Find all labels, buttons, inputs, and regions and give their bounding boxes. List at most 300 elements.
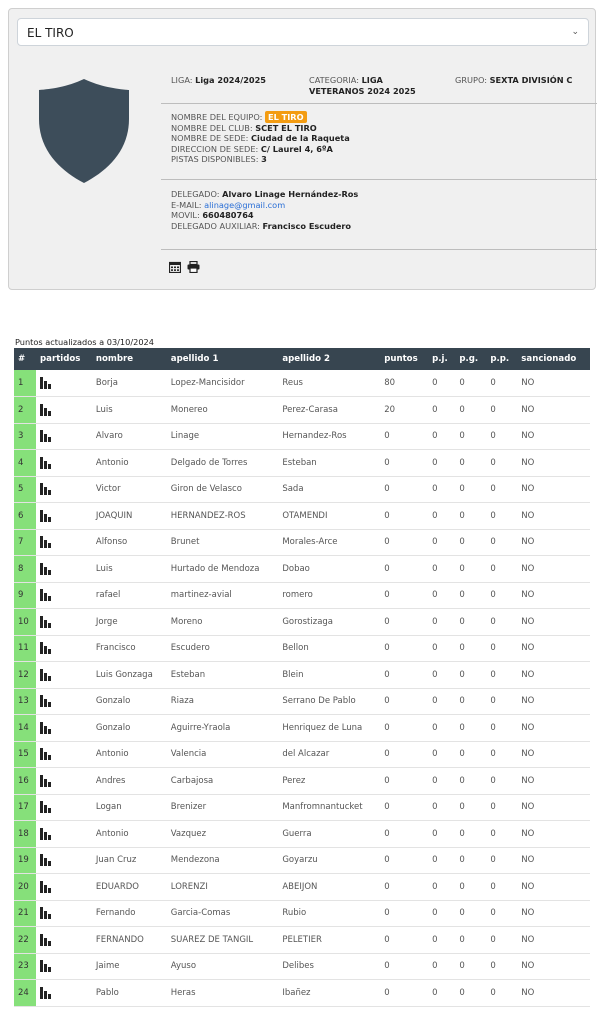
team-name-badge: EL TIRO [265, 111, 307, 123]
bar-chart-icon[interactable] [40, 536, 52, 548]
row-number: 21 [14, 900, 36, 927]
shield-icon [39, 79, 129, 183]
first-name: Andres [92, 768, 167, 795]
played: 0 [428, 874, 455, 901]
row-number: 11 [14, 635, 36, 662]
lost: 0 [486, 768, 517, 795]
stats-cell [36, 794, 92, 821]
calendar-icon[interactable] [169, 262, 185, 277]
first-name: Victor [92, 476, 167, 503]
first-name: Gonzalo [92, 688, 167, 715]
surname-2: Perez-Carasa [278, 397, 380, 424]
surname-2: Henriquez de Luna [278, 715, 380, 742]
liga-label: LIGA: [171, 75, 193, 85]
row-number: 10 [14, 609, 36, 636]
sanctioned: NO [517, 768, 590, 795]
surname-2: Goyarzu [278, 847, 380, 874]
surname-1: Linage [167, 423, 279, 450]
column-header: p.g. [455, 348, 486, 370]
bar-chart-icon[interactable] [40, 987, 52, 999]
won: 0 [455, 821, 486, 848]
first-name: Borja [92, 370, 167, 397]
surname-2: ABEIJON [278, 874, 380, 901]
points: 0 [380, 423, 428, 450]
surname-2: Esteban [278, 450, 380, 477]
sanctioned: NO [517, 582, 590, 609]
first-name: Francisco [92, 635, 167, 662]
lost: 0 [486, 662, 517, 689]
surname-1: Mendezona [167, 847, 279, 874]
bar-chart-icon[interactable] [40, 457, 52, 469]
table-row [14, 370, 590, 397]
played: 0 [428, 397, 455, 424]
played: 0 [428, 900, 455, 927]
surname-1: Carbajosa [167, 768, 279, 795]
played: 0 [428, 476, 455, 503]
row-number: 5 [14, 476, 36, 503]
first-name: Alvaro [92, 423, 167, 450]
points: 0 [380, 980, 428, 1007]
table-row [14, 476, 590, 503]
first-name: Antonio [92, 741, 167, 768]
lost: 0 [486, 635, 517, 662]
row-number: 1 [14, 370, 36, 397]
points: 0 [380, 450, 428, 477]
sanctioned: NO [517, 662, 590, 689]
stats-cell [36, 423, 92, 450]
won: 0 [455, 900, 486, 927]
column-header: partidos [36, 348, 92, 370]
surname-2: Gorostizaga [278, 609, 380, 636]
surname-2: Ibañez [278, 980, 380, 1007]
table-row [14, 397, 590, 424]
bar-chart-icon[interactable] [40, 695, 52, 707]
bar-chart-icon[interactable] [40, 616, 52, 628]
first-name: Logan [92, 794, 167, 821]
surname-2: PELETIER [278, 927, 380, 954]
surname-1: Brunet [167, 529, 279, 556]
table-row [14, 529, 590, 556]
lost: 0 [486, 370, 517, 397]
won: 0 [455, 370, 486, 397]
stats-cell [36, 927, 92, 954]
bar-chart-icon[interactable] [40, 934, 52, 946]
sanctioned: NO [517, 476, 590, 503]
sanctioned: NO [517, 821, 590, 848]
delegado-label: DELEGADO: [171, 189, 220, 199]
table-row [14, 794, 590, 821]
first-name: Luis Gonzaga [92, 662, 167, 689]
row-number: 9 [14, 582, 36, 609]
sanctioned: NO [517, 953, 590, 980]
first-name: Alfonso [92, 529, 167, 556]
team-card [8, 8, 596, 290]
stats-cell [36, 662, 92, 689]
lost: 0 [486, 847, 517, 874]
played: 0 [428, 450, 455, 477]
team-select[interactable] [17, 18, 589, 46]
points: 0 [380, 847, 428, 874]
won: 0 [455, 715, 486, 742]
sanctioned: NO [517, 609, 590, 636]
sanctioned: NO [517, 847, 590, 874]
lost: 0 [486, 821, 517, 848]
stats-cell [36, 529, 92, 556]
points: 0 [380, 556, 428, 583]
lost: 0 [486, 953, 517, 980]
surname-2: Delibes [278, 953, 380, 980]
won: 0 [455, 556, 486, 583]
played: 0 [428, 821, 455, 848]
sanctioned: NO [517, 556, 590, 583]
first-name: rafael [92, 582, 167, 609]
sanctioned: NO [517, 529, 590, 556]
surname-1: Escudero [167, 635, 279, 662]
column-header: apellido 1 [167, 348, 279, 370]
bar-chart-icon[interactable] [40, 775, 52, 787]
surname-2: OTAMENDI [278, 503, 380, 530]
points: 0 [380, 821, 428, 848]
first-name: Antonio [92, 450, 167, 477]
first-name: Gonzalo [92, 715, 167, 742]
points: 0 [380, 741, 428, 768]
email-link[interactable]: alinage@gmail.com [204, 199, 286, 210]
table-row [14, 927, 590, 954]
bar-chart-icon[interactable] [40, 907, 52, 919]
points: 0 [380, 794, 428, 821]
points: 0 [380, 529, 428, 556]
divider [161, 179, 597, 180]
surname-2: Rubio [278, 900, 380, 927]
points: 0 [380, 874, 428, 901]
sanctioned: NO [517, 741, 590, 768]
surname-2: Guerra [278, 821, 380, 848]
team-select-value: EL TIRO [27, 26, 74, 40]
surname-2: del Alcazar [278, 741, 380, 768]
table-row [14, 609, 590, 636]
lost: 0 [486, 794, 517, 821]
points: 0 [380, 927, 428, 954]
print-icon[interactable] [187, 262, 200, 277]
table-row [14, 741, 590, 768]
row-number: 8 [14, 556, 36, 583]
stats-cell [36, 556, 92, 583]
lost: 0 [486, 609, 517, 636]
lost: 0 [486, 423, 517, 450]
liga-value: Liga 2024/2025 [195, 75, 266, 85]
played: 0 [428, 927, 455, 954]
surname-1: Esteban [167, 662, 279, 689]
stats-cell [36, 980, 92, 1007]
club-value: SCET EL TIRO [255, 122, 317, 133]
won: 0 [455, 794, 486, 821]
surname-1: LORENZI [167, 874, 279, 901]
stats-cell [36, 450, 92, 477]
first-name: FERNANDO [92, 927, 167, 954]
bar-chart-icon[interactable] [40, 483, 52, 495]
divider [161, 249, 597, 250]
sanctioned: NO [517, 423, 590, 450]
stats-cell [36, 847, 92, 874]
club-label: NOMBRE DEL CLUB: [171, 122, 253, 133]
row-number: 15 [14, 741, 36, 768]
row-number: 23 [14, 953, 36, 980]
row-number: 14 [14, 715, 36, 742]
table-row [14, 821, 590, 848]
surname-2: Morales-Arce [278, 529, 380, 556]
table-row [14, 450, 590, 477]
direccion-value: C/ Laurel 4, 6ºA [260, 143, 333, 154]
lost: 0 [486, 900, 517, 927]
table-header-row [14, 348, 590, 370]
stats-cell [36, 476, 92, 503]
row-number: 13 [14, 688, 36, 715]
points: 0 [380, 476, 428, 503]
stats-cell [36, 688, 92, 715]
first-name: Pablo [92, 980, 167, 1007]
played: 0 [428, 556, 455, 583]
surname-1: Valencia [167, 741, 279, 768]
bar-chart-icon[interactable] [40, 510, 52, 522]
played: 0 [428, 688, 455, 715]
stats-cell [36, 741, 92, 768]
won: 0 [455, 980, 486, 1007]
points: 20 [380, 397, 428, 424]
surname-2: Perez [278, 768, 380, 795]
column-header: p.p. [486, 348, 517, 370]
points-updated-note: Puntos actualizados a 03/10/2024 [15, 337, 154, 347]
column-header: sancionado [517, 348, 590, 370]
lost: 0 [486, 476, 517, 503]
won: 0 [455, 397, 486, 424]
played: 0 [428, 529, 455, 556]
stats-cell [36, 821, 92, 848]
played: 0 [428, 953, 455, 980]
won: 0 [455, 476, 486, 503]
row-number: 18 [14, 821, 36, 848]
points: 0 [380, 900, 428, 927]
table-row [14, 768, 590, 795]
sanctioned: NO [517, 450, 590, 477]
email-label: E-MAIL: [171, 199, 202, 210]
surname-2: Sada [278, 476, 380, 503]
surname-1: Delgado de Torres [167, 450, 279, 477]
sanctioned: NO [517, 980, 590, 1007]
lost: 0 [486, 715, 517, 742]
points: 0 [380, 582, 428, 609]
first-name: Jorge [92, 609, 167, 636]
sanctioned: NO [517, 900, 590, 927]
first-name: EDUARDO [92, 874, 167, 901]
column-header: apellido 2 [278, 348, 380, 370]
surname-1: Hurtado de Mendoza [167, 556, 279, 583]
categoria-label: CATEGORIA: [309, 75, 359, 85]
table-row [14, 662, 590, 689]
played: 0 [428, 980, 455, 1007]
lost: 0 [486, 503, 517, 530]
row-number: 24 [14, 980, 36, 1007]
lost: 0 [486, 529, 517, 556]
won: 0 [455, 503, 486, 530]
delegado-value: Alvaro Linage Hernández-Ros [222, 189, 359, 199]
stats-cell [36, 768, 92, 795]
sanctioned: NO [517, 688, 590, 715]
row-number: 6 [14, 503, 36, 530]
bar-chart-icon[interactable] [40, 430, 52, 442]
table-row [14, 423, 590, 450]
surname-1: Moreno [167, 609, 279, 636]
bar-chart-icon[interactable] [40, 563, 52, 575]
played: 0 [428, 768, 455, 795]
stats-cell [36, 953, 92, 980]
lost: 0 [486, 397, 517, 424]
surname-2: romero [278, 582, 380, 609]
table-row [14, 847, 590, 874]
lost: 0 [486, 874, 517, 901]
bar-chart-icon[interactable] [40, 960, 52, 972]
surname-2: Dobao [278, 556, 380, 583]
played: 0 [428, 423, 455, 450]
pistas-label: PISTAS DISPONIBLES: [171, 154, 259, 164]
won: 0 [455, 662, 486, 689]
bar-chart-icon[interactable] [40, 589, 52, 601]
row-number: 2 [14, 397, 36, 424]
row-number: 17 [14, 794, 36, 821]
first-name: Fernando [92, 900, 167, 927]
surname-1: Vazquez [167, 821, 279, 848]
sanctioned: NO [517, 874, 590, 901]
sanctioned: NO [517, 370, 590, 397]
won: 0 [455, 450, 486, 477]
table-row [14, 556, 590, 583]
points: 0 [380, 662, 428, 689]
categoria-value: LIGA VETERANOS 2024 2025 [309, 75, 416, 96]
table-row [14, 953, 590, 980]
played: 0 [428, 794, 455, 821]
equipo-label: NOMBRE DEL EQUIPO: [171, 112, 263, 122]
won: 0 [455, 609, 486, 636]
sanctioned: NO [517, 397, 590, 424]
row-number: 19 [14, 847, 36, 874]
delegado-aux-label: DELEGADO AUXILIAR: [171, 220, 260, 231]
bar-chart-icon[interactable] [40, 854, 52, 866]
sede-label: NOMBRE DE SEDE: [171, 133, 249, 143]
bar-chart-icon[interactable] [40, 404, 52, 416]
won: 0 [455, 688, 486, 715]
played: 0 [428, 503, 455, 530]
column-header: # [14, 348, 36, 370]
sede-value: Ciudad de la Raqueta [251, 133, 350, 143]
won: 0 [455, 635, 486, 662]
stats-cell [36, 370, 92, 397]
surname-2: Bellon [278, 635, 380, 662]
won: 0 [455, 847, 486, 874]
stats-cell [36, 874, 92, 901]
points: 0 [380, 688, 428, 715]
surname-1: Riaza [167, 688, 279, 715]
stats-cell [36, 609, 92, 636]
table-row [14, 874, 590, 901]
surname-1: Lopez-Mancisidor [167, 370, 279, 397]
roster-table [14, 348, 590, 1007]
won: 0 [455, 529, 486, 556]
column-header: puntos [380, 348, 428, 370]
played: 0 [428, 609, 455, 636]
surname-2: Reus [278, 370, 380, 397]
chevron-down-icon: ⌄ [571, 27, 579, 37]
surname-1: Garcia-Comas [167, 900, 279, 927]
sanctioned: NO [517, 794, 590, 821]
row-number: 3 [14, 423, 36, 450]
points: 0 [380, 715, 428, 742]
action-icons [169, 261, 202, 277]
direccion-label: DIRECCION DE SEDE: [171, 143, 259, 154]
sanctioned: NO [517, 927, 590, 954]
bar-chart-icon[interactable] [40, 642, 52, 654]
sanctioned: NO [517, 503, 590, 530]
surname-1: HERNANDEZ-ROS [167, 503, 279, 530]
played: 0 [428, 847, 455, 874]
points: 0 [380, 635, 428, 662]
bar-chart-icon[interactable] [40, 828, 52, 840]
first-name: Luis [92, 556, 167, 583]
bar-chart-icon[interactable] [40, 669, 52, 681]
won: 0 [455, 741, 486, 768]
first-name: Antonio [92, 821, 167, 848]
grupo-label: GRUPO: [455, 75, 488, 85]
movil-label: MOVIL: [171, 210, 200, 220]
row-number: 16 [14, 768, 36, 795]
bar-chart-icon[interactable] [40, 801, 52, 813]
row-number: 12 [14, 662, 36, 689]
won: 0 [455, 423, 486, 450]
won: 0 [455, 874, 486, 901]
played: 0 [428, 715, 455, 742]
surname-1: Giron de Velasco [167, 476, 279, 503]
bar-chart-icon[interactable] [40, 722, 52, 734]
stats-cell [36, 900, 92, 927]
lost: 0 [486, 927, 517, 954]
sanctioned: NO [517, 715, 590, 742]
lost: 0 [486, 741, 517, 768]
bar-chart-icon[interactable] [40, 748, 52, 760]
lost: 0 [486, 556, 517, 583]
bar-chart-icon[interactable] [40, 377, 52, 389]
played: 0 [428, 370, 455, 397]
played: 0 [428, 662, 455, 689]
grupo-value: SEXTA DIVISIÓN C [489, 75, 573, 85]
points: 0 [380, 609, 428, 636]
delegate-details [171, 189, 358, 231]
lost: 0 [486, 688, 517, 715]
stats-cell [36, 397, 92, 424]
surname-2: Hernandez-Ros [278, 423, 380, 450]
stats-cell [36, 503, 92, 530]
row-number: 22 [14, 927, 36, 954]
played: 0 [428, 741, 455, 768]
categoria-info [309, 75, 439, 96]
stats-cell [36, 715, 92, 742]
won: 0 [455, 953, 486, 980]
table-row [14, 900, 590, 927]
played: 0 [428, 582, 455, 609]
surname-1: SUAREZ DE TANGIL [167, 927, 279, 954]
bar-chart-icon[interactable] [40, 881, 52, 893]
table-row [14, 635, 590, 662]
delegado-aux-value: Francisco Escudero [262, 220, 352, 231]
liga-info [171, 75, 266, 86]
team-details [171, 112, 350, 165]
